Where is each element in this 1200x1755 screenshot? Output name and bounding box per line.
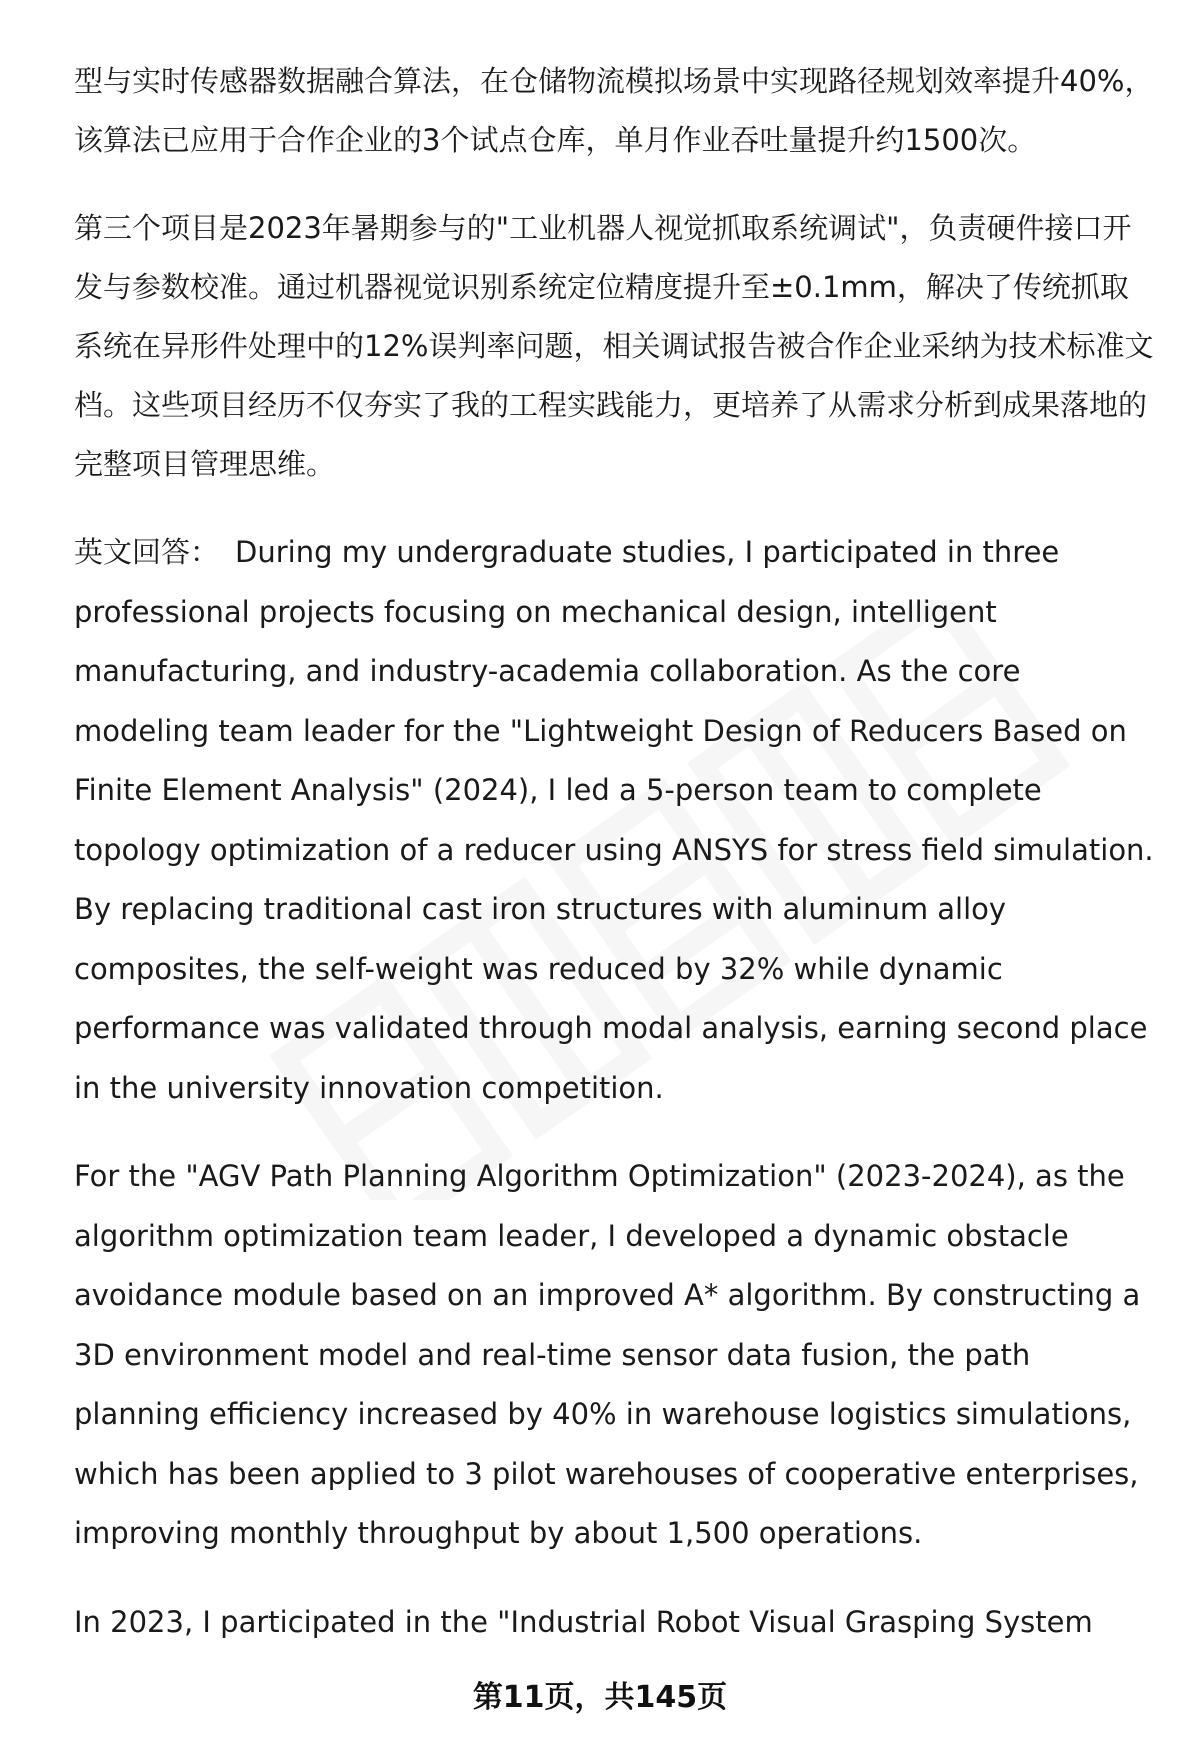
paragraph-en-1 [74, 523, 1154, 1118]
page-footer: 第11页，共145页 [472, 1680, 728, 1715]
paragraph-en-3: In 2023, I participated in the "Industrial Robot Visual Grasping System [74, 1604, 1093, 1639]
paragraph-en-1-text: During my undergraduate studies, I participated in three professional projects focusing on mechanical design, intelligent manufacturing, and industry-academia collaboration. As the core modeling team leader for the "Lightweight Design of Reducers Based on Finite Element Analysis" (2024), I led a 5-person team to complete topology optimization of a reducer using ANSYS for stress field simulation. By replacing traditional cast iron structures with aluminum alloy composites, the self-weight was reduced by 32% while dynamic performance was validated through modal analysis, earning second place in the university innovation competition. [74, 535, 1154, 1105]
paragraph-en-2: For the "AGV Path Planning Algorithm Optimization" (2023-2024), as the algorithm optimization team leader, I developed a dynamic obstacle avoidance module based on an improved A* algorithm. By constructing a 3D environment model and real-time sensor data fusion, the path planning efficiency increased by 40% in warehouse logistics simulations, which has been applied to 3 pilot warehouses of cooperative enterprises, improving monthly throughput by about 1,500 operations. [74, 1159, 1141, 1550]
english-answer-label: 英文回答： [74, 535, 220, 569]
document-body [74, 52, 1154, 1681]
paragraph-zh-2: 第三个项目是2023年暑期参与的"工业机器人视觉抓取系统调试"，负责硬件接口开发与参数校准。通过机器视觉识别系统定位精度提升至±0.1mm，解决了传统抓取系统在异形件处理中的12%误判率问题，相关调试报告被合作企业采纳为技术标准文档。这些项目经历不仅夯实了我的工程实践能力，更培养了从需求分析到成果落地的完整项目管理思维。 [74, 211, 1154, 481]
paragraph-zh-1: 型与实时传感器数据融合算法，在仓储物流模拟场景中实现路径规划效率提升40%，该算法已应用于合作企业的3个试点仓库，单月作业吞吐量提升约1500次。 [74, 64, 1154, 157]
